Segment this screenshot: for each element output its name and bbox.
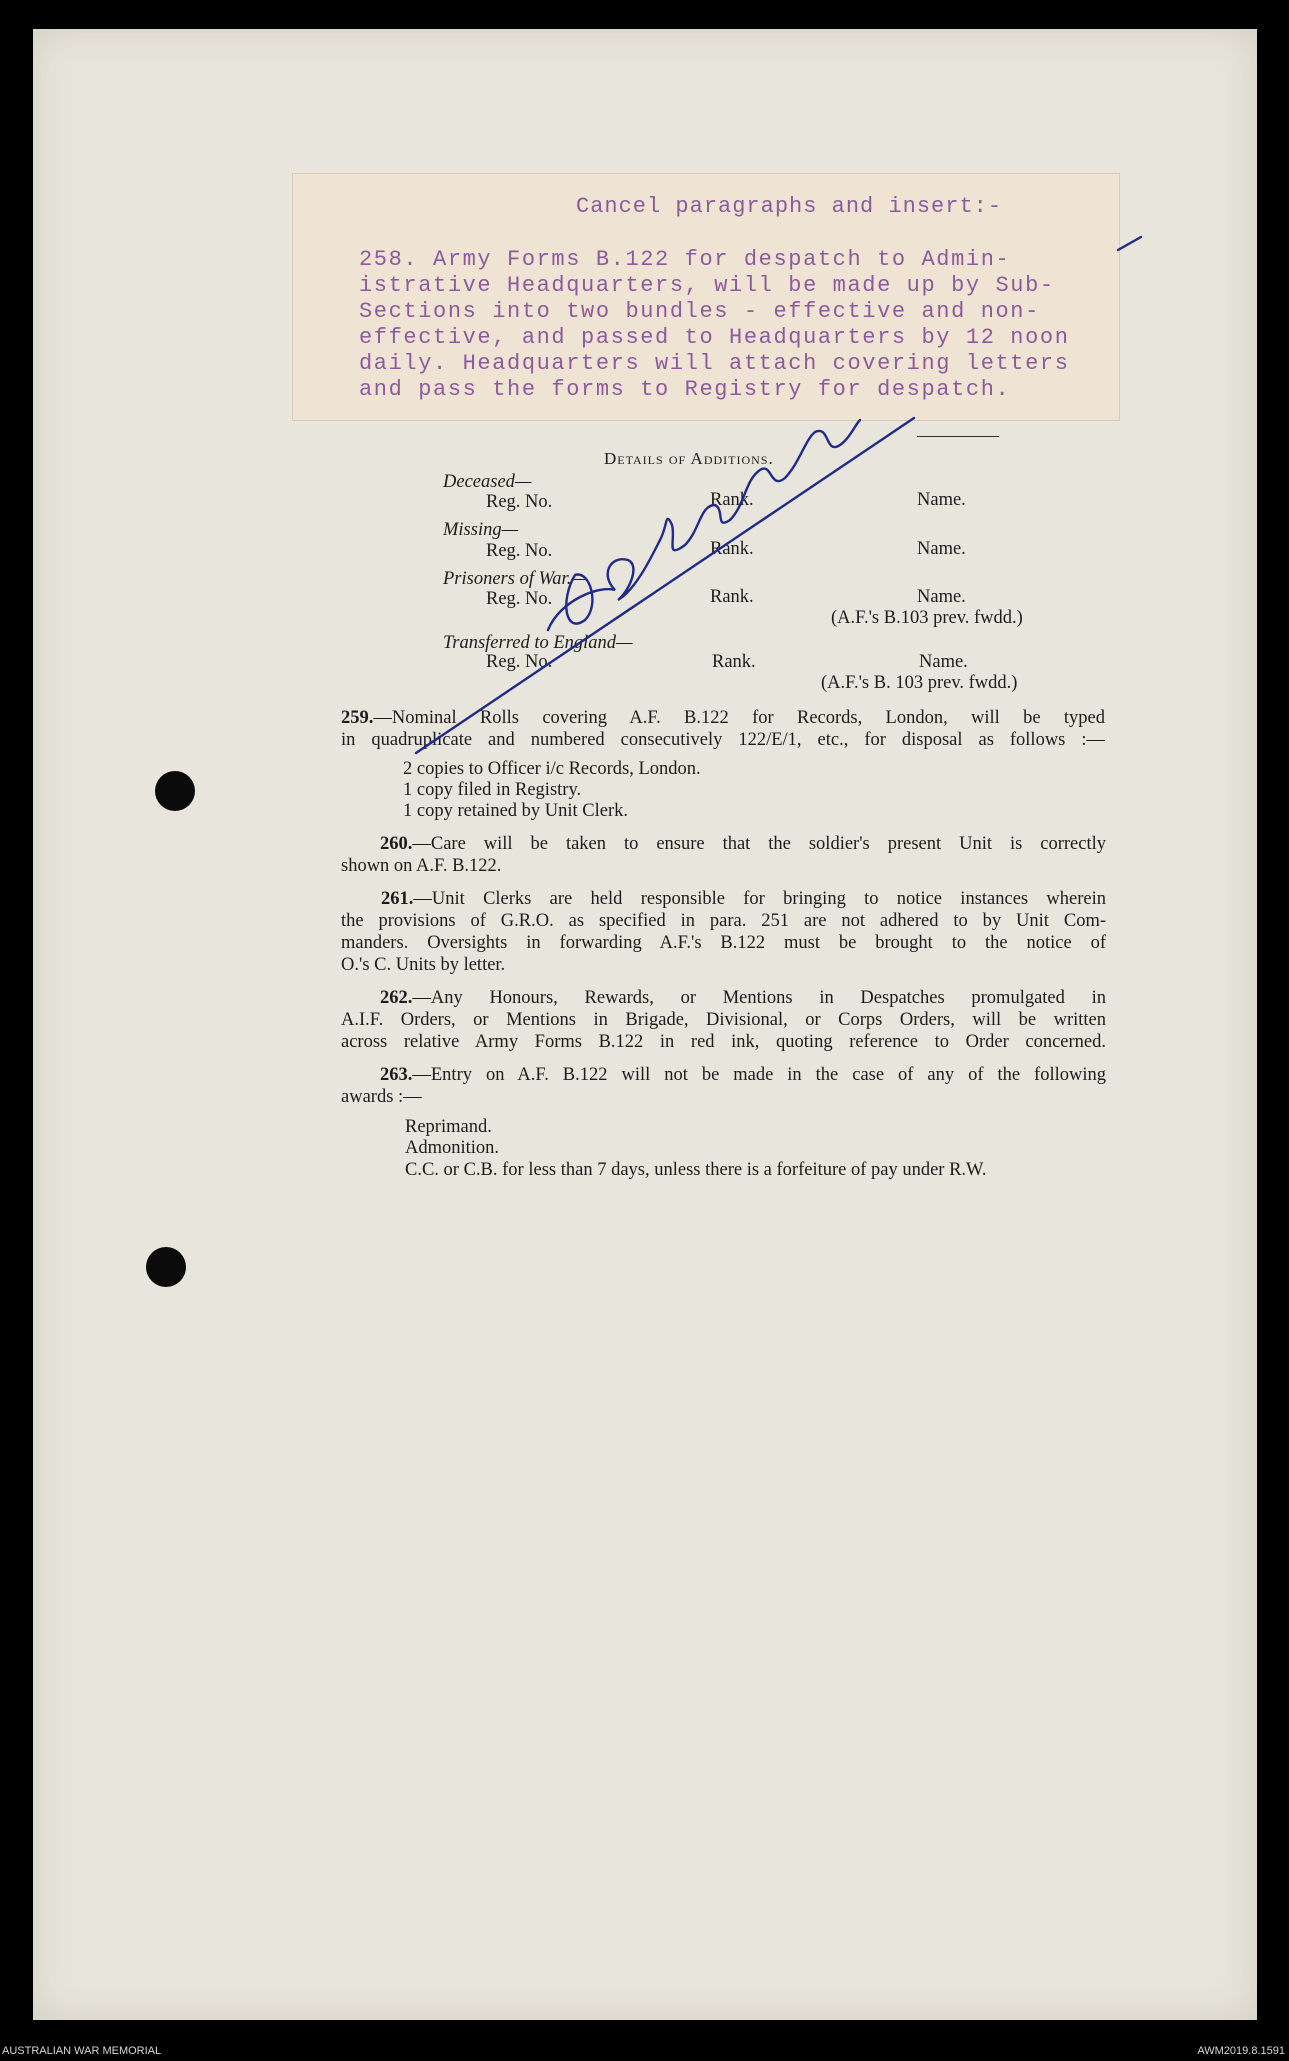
prisoners-of-war-label: Prisoners of War.— — [443, 569, 588, 589]
para-number: 260. — [380, 834, 413, 854]
para-number: 261. — [381, 889, 414, 909]
missing-label: Missing— — [443, 520, 519, 540]
name-label: Name. — [919, 652, 968, 672]
footer-accession-number: AWM2019.8.1591 — [1197, 2045, 1285, 2057]
para-text: —Any Honours, Rewards, or Mentions in Despatches promulgated in — [412, 988, 1106, 1008]
para-text: —Unit Clerks are held responsible for bringing to notice instances wherein — [413, 889, 1106, 909]
rank-label: Rank. — [710, 490, 754, 510]
name-label: Name. — [917, 587, 966, 607]
reg-no-label: Reg. No. — [486, 589, 553, 609]
para-261-line-4: O.'s C. Units by letter. — [341, 955, 506, 975]
para-262-line-2: A.I.F. Orders, or Mentions in Brigade, Divisional, or Corps Orders, will be written — [341, 1010, 1106, 1030]
para-number: 263. — [380, 1065, 413, 1085]
para-261-line-2: the provisions of G.R.O. as specified in para. 251 are not adhered to by Unit Com- — [341, 911, 1106, 931]
slip-line: effective, and passed to Headquarters by 12 noon — [359, 325, 1070, 350]
slip-line: 258. Army Forms B.122 for despatch to Admin- — [359, 247, 1011, 272]
slip-line: Sections into two bundles - effective and non- — [359, 299, 1040, 324]
list-item: 1 copy retained by Unit Clerk. — [403, 801, 629, 821]
para-number: 259. — [341, 708, 374, 728]
name-label: Name. — [917, 490, 966, 510]
para-260-line-2: shown on A.F. B.122. — [341, 856, 502, 876]
reg-no-label: Reg. No. — [486, 492, 553, 512]
rank-label: Rank. — [710, 587, 754, 607]
para-263-line-2: awards :— — [341, 1087, 422, 1107]
para-259-line-2: in quadruplicate and numbered consecutively 122/E/1, etc., for disposal as follows :— — [341, 730, 1105, 750]
rank-label: Rank. — [710, 539, 754, 559]
footer-source: AUSTRALIAN WAR MEMORIAL — [2, 2045, 162, 2057]
para-text: —Care will be taken to ensure that the soldier's present Unit is correctly — [412, 834, 1106, 854]
prev-fwdd-note: (A.F.'s B. 103 prev. fwdd.) — [821, 673, 1018, 693]
slip-line: daily. Headquarters will attach covering letters — [359, 351, 1070, 376]
pen-tick-mark — [1118, 237, 1141, 250]
list-item: Reprimand. — [405, 1117, 492, 1137]
list-item: Admonition. — [405, 1138, 500, 1158]
list-item: 1 copy filed in Registry. — [403, 780, 582, 800]
para-number: 262. — [380, 988, 413, 1008]
transferred-to-england-label: Transferred to England— — [443, 633, 633, 653]
details-heading: Details of Additions. — [604, 449, 774, 468]
rank-label: Rank. — [712, 652, 756, 672]
slip-line: and pass the forms to Registry for despatch. — [359, 377, 1011, 402]
deceased-label: Deceased— — [443, 472, 532, 492]
name-label: Name. — [917, 539, 966, 559]
para-text: —Nominal Rolls covering A.F. B.122 for Records, London, will be typed — [373, 708, 1105, 728]
para-text: —Entry on A.F. B.122 will not be made in the case of any of the following — [412, 1065, 1106, 1085]
pen-strike-line — [416, 418, 914, 753]
slip-heading: Cancel paragraphs and insert:- — [576, 194, 1003, 219]
reg-no-label: Reg. No. — [486, 541, 553, 561]
prev-fwdd-note: (A.F.'s B.103 prev. fwdd.) — [831, 608, 1023, 628]
slip-line: istrative Headquarters, will be made up by Sub- — [359, 273, 1055, 298]
pen-signature-scrawl — [548, 420, 860, 630]
para-262-line-3: across relative Army Forms B.122 in red ink, quoting reference to Order concerned. — [341, 1032, 1106, 1052]
list-item: C.C. or C.B. for less than 7 days, unless there is a forfeiture of pay under R.W. — [405, 1160, 987, 1180]
reg-no-label: Reg. No. — [486, 652, 553, 672]
list-item: 2 copies to Officer i/c Records, London. — [403, 759, 701, 779]
para-261-line-3: manders. Oversights in forwarding A.F.'s B.122 must be brought to the notice of — [341, 933, 1106, 953]
